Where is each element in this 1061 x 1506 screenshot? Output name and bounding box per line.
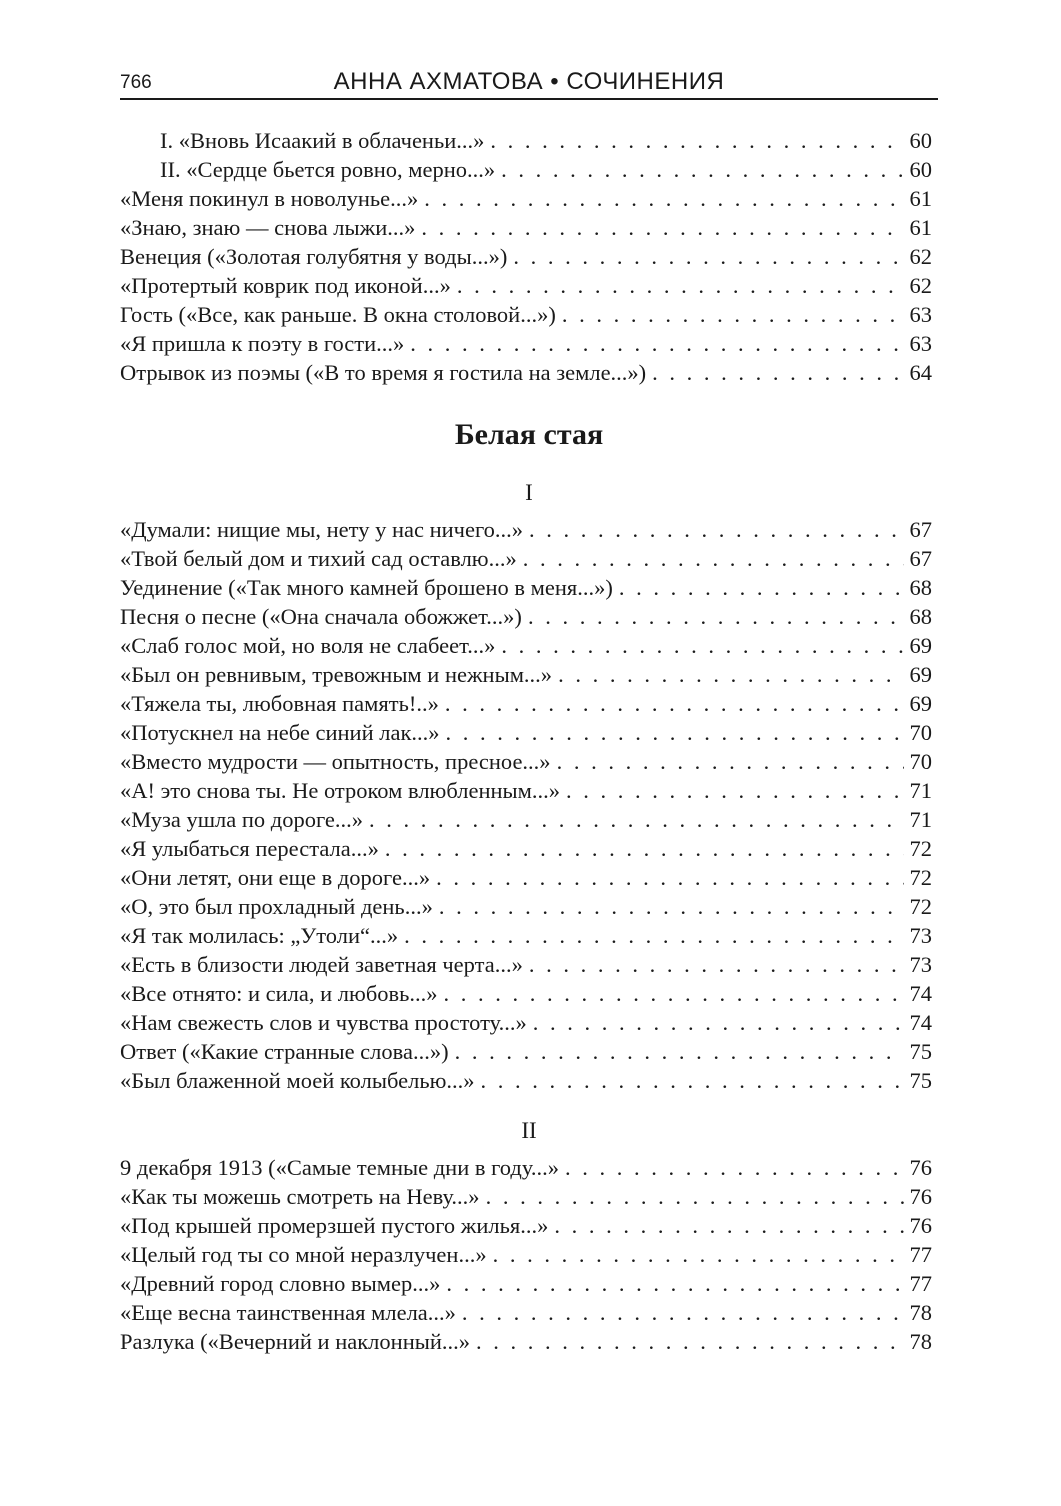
dot-leader: [558, 660, 903, 689]
toc-entry-page: 61: [909, 186, 932, 211]
toc-entry-title: «Я улыбаться перестала...»: [120, 836, 379, 861]
dot-leader: [501, 631, 903, 660]
toc-entry-page: 60: [909, 128, 932, 153]
dot-leader: [533, 1008, 904, 1037]
toc-entry: [120, 689, 932, 718]
dot-leader: [436, 863, 903, 892]
toc-entry: [120, 718, 932, 747]
toc-entry-page: 70: [909, 749, 932, 774]
toc-entry: [120, 300, 932, 329]
toc-entry-title: «Потускнел на небе синий лак...»: [120, 720, 440, 745]
part-label-1: I: [525, 480, 533, 505]
toc-entry: [120, 1037, 932, 1066]
toc-entry: [120, 1182, 932, 1211]
toc-list-part-1: [120, 515, 932, 1095]
toc-entry: [120, 950, 932, 979]
toc-entry-title: 9 декабря 1913 («Самые темные дни в году...»: [120, 1155, 559, 1180]
toc-entry-title: «Тяжела ты, любовная память!..»: [120, 691, 439, 716]
toc-entry-title: Песня о песне («Она сначала обожжет...»): [120, 604, 522, 629]
dot-leader: [457, 271, 904, 300]
toc-entry-title: «Как ты можешь смотреть на Неву...»: [120, 1184, 480, 1209]
toc-entry-page: 68: [909, 575, 932, 600]
toc-entry-title: «Слаб голос мой, но воля не слабеет...»: [120, 633, 496, 658]
toc-entry: [120, 921, 932, 950]
toc-entry-page: 74: [909, 981, 932, 1006]
toc-entry-page: 74: [909, 1010, 932, 1035]
toc-entry-title: «Древний город словно вымер...»: [120, 1271, 441, 1296]
toc-entry: [120, 805, 932, 834]
toc-entry-title: «А! это снова ты. Не отроком влюбленным...»: [120, 778, 561, 803]
dot-leader: [565, 1153, 904, 1182]
toc-entry-page: 75: [909, 1039, 932, 1064]
toc-entry-title: «Целый год ты со мной неразлучен...»: [120, 1242, 487, 1267]
toc-entry-title: «Я пришла к поэту в гости...»: [120, 331, 405, 356]
toc-entry-page: 77: [909, 1271, 932, 1296]
toc-entry: [120, 544, 932, 573]
toc-entry-page: 69: [909, 691, 932, 716]
dot-leader: [528, 602, 904, 631]
toc-entry-title: «Есть в близости людей заветная черта...»: [120, 952, 523, 977]
toc-entry-page: 69: [909, 633, 932, 658]
toc-entry: [120, 660, 932, 689]
toc-entry-title: Уединение («Так много камней брошено в меня...»): [120, 575, 613, 600]
toc-entry: [120, 184, 932, 213]
toc-entry-title: Разлука («Вечерний и наклонный...»: [120, 1329, 471, 1354]
toc-entry: [120, 358, 932, 387]
dot-leader: [501, 155, 903, 184]
dot-leader: [462, 1298, 904, 1327]
dot-leader: [476, 1327, 903, 1356]
toc-entry-page: 60: [909, 157, 932, 182]
dot-leader: [557, 747, 904, 776]
toc-entry-title: «Все отнято: и сила, и любовь...»: [120, 981, 438, 1006]
dot-leader: [652, 358, 903, 387]
dot-leader: [554, 1211, 903, 1240]
toc-entry-page: 75: [909, 1068, 932, 1093]
dot-leader: [369, 805, 903, 834]
dot-leader: [523, 544, 904, 573]
toc-entry-page: 78: [909, 1329, 932, 1354]
toc-entry: [120, 863, 932, 892]
toc-entry-page: 72: [909, 865, 932, 890]
dot-leader: [410, 329, 903, 358]
dot-leader: [486, 1182, 904, 1211]
toc-entry-page: 76: [909, 1213, 932, 1238]
toc-entry-page: 77: [909, 1242, 932, 1267]
part-label-2: II: [521, 1118, 537, 1143]
toc-entry-title: «Думали: нищие мы, нету у нас ничего...»: [120, 517, 524, 542]
toc-entry-title: II. «Сердце бьется ровно, мерно...»: [160, 157, 496, 182]
dot-leader: [566, 776, 903, 805]
toc-entry: [120, 329, 932, 358]
toc-entry-title: Венеция («Золотая голубятня у воды...»): [120, 244, 508, 269]
toc-entry-title: «Был блаженной моей колыбелью...»: [120, 1068, 475, 1093]
toc-entry: [120, 242, 932, 271]
toc-entry: [120, 1211, 932, 1240]
toc-entry-page: 68: [909, 604, 932, 629]
toc-entry: [120, 1240, 932, 1269]
toc-entry: [120, 1327, 932, 1356]
toc-entry: [120, 573, 932, 602]
toc-entry: [120, 1153, 932, 1182]
dot-leader: [404, 921, 903, 950]
toc-entry-page: 67: [909, 546, 932, 571]
toc-entry-title: «Меня покинул в новолунье...»: [120, 186, 419, 211]
toc-entry: [120, 892, 932, 921]
toc-entry-page: 73: [909, 923, 932, 948]
toc-entry-title: «Они летят, они еще в дороге...»: [120, 865, 431, 890]
toc-entry-title: «О, это был прохладный день...»: [120, 894, 433, 919]
toc-entry-title: «Еще весна таинственная млела...»: [120, 1300, 456, 1325]
dot-leader: [619, 573, 904, 602]
dot-leader: [424, 184, 903, 213]
toc-entry: [120, 1066, 932, 1095]
toc-entry-title: Ответ («Какие странные слова...»): [120, 1039, 449, 1064]
toc-entry-page: 71: [909, 778, 932, 803]
toc-entry-page: 63: [909, 302, 932, 327]
toc-entry-page: 67: [909, 517, 932, 542]
toc-entry-page: 73: [909, 952, 932, 977]
toc-entry: [120, 1269, 932, 1298]
toc-entry: [120, 834, 932, 863]
toc-list-continued: [120, 126, 932, 387]
toc-entry: [120, 631, 932, 660]
toc-entry-title: Гость («Все, как раньше. В окна столовой...»): [120, 302, 556, 327]
dot-leader: [513, 242, 903, 271]
toc-entry: [120, 979, 932, 1008]
toc-entry-title: «Знаю, знаю — снова лыжи...»: [120, 215, 416, 240]
toc-entry: [120, 602, 932, 631]
toc-entry-page: 72: [909, 894, 932, 919]
dot-leader: [455, 1037, 904, 1066]
toc-entry-title: I. «Вновь Исаакий в облаченьи...»: [160, 128, 485, 153]
toc-entry-title: «Вместо мудрости — опытность, пресное...»: [120, 749, 551, 774]
toc-entry: [120, 1298, 932, 1327]
toc-entry-page: 70: [909, 720, 932, 745]
dot-leader: [529, 950, 904, 979]
toc-entry-title: «Протертый коврик под иконой...»: [120, 273, 451, 298]
toc-entry-page: 76: [909, 1184, 932, 1209]
dot-leader: [490, 126, 903, 155]
toc-entry-page: 78: [909, 1300, 932, 1325]
toc-entry-title: «Нам свежесть слов и чувства простоту...»: [120, 1010, 527, 1035]
toc-entry-page: 63: [909, 331, 932, 356]
toc-entry-page: 69: [909, 662, 932, 687]
toc-entry-page: 61: [909, 215, 932, 240]
dot-leader: [421, 213, 903, 242]
dot-leader: [385, 834, 904, 863]
toc-entry-title: «Твой белый дом и тихий сад оставлю...»: [120, 546, 517, 571]
toc-entry: [120, 776, 932, 805]
toc-entry-page: 76: [909, 1155, 932, 1180]
dot-leader: [481, 1066, 904, 1095]
running-header: [120, 64, 938, 100]
dot-leader: [446, 1269, 903, 1298]
toc-list-part-2: [120, 1153, 932, 1356]
toc-entry: [120, 126, 932, 155]
dot-leader: [445, 689, 904, 718]
dot-leader: [562, 300, 904, 329]
toc-entry-title: Отрывок из поэмы («В то время я гостила на земле...»): [120, 360, 647, 385]
toc-entry-title: «Я так молилась: „Утоли“...»: [120, 923, 399, 948]
running-title: АННА АХМАТОВА • СОЧИНЕНИЯ: [333, 68, 725, 95]
toc-entry: [120, 213, 932, 242]
page-number: 766: [120, 72, 152, 93]
dot-leader: [493, 1240, 904, 1269]
toc-entry: [120, 271, 932, 300]
toc-entry-title: «Муза ушла по дороге...»: [120, 807, 364, 832]
toc-entry-page: 71: [909, 807, 932, 832]
section-title: Белая стая: [454, 418, 604, 451]
toc-entry-page: 62: [909, 244, 932, 269]
toc-entry-page: 64: [909, 360, 932, 385]
toc-entry-title: «Был он ревнивым, тревожным и нежным...»: [120, 662, 553, 687]
dot-leader: [439, 892, 904, 921]
toc-entry: [120, 155, 932, 184]
dot-leader: [529, 515, 903, 544]
toc-entry: [120, 515, 932, 544]
toc-entry-page: 62: [909, 273, 932, 298]
toc-entry: [120, 1008, 932, 1037]
toc-entry: [120, 747, 932, 776]
toc-entry-page: 72: [909, 836, 932, 861]
dot-leader: [446, 718, 904, 747]
dot-leader: [444, 979, 904, 1008]
toc-entry-title: «Под крышей промерзшей пустого жилья...»: [120, 1213, 549, 1238]
